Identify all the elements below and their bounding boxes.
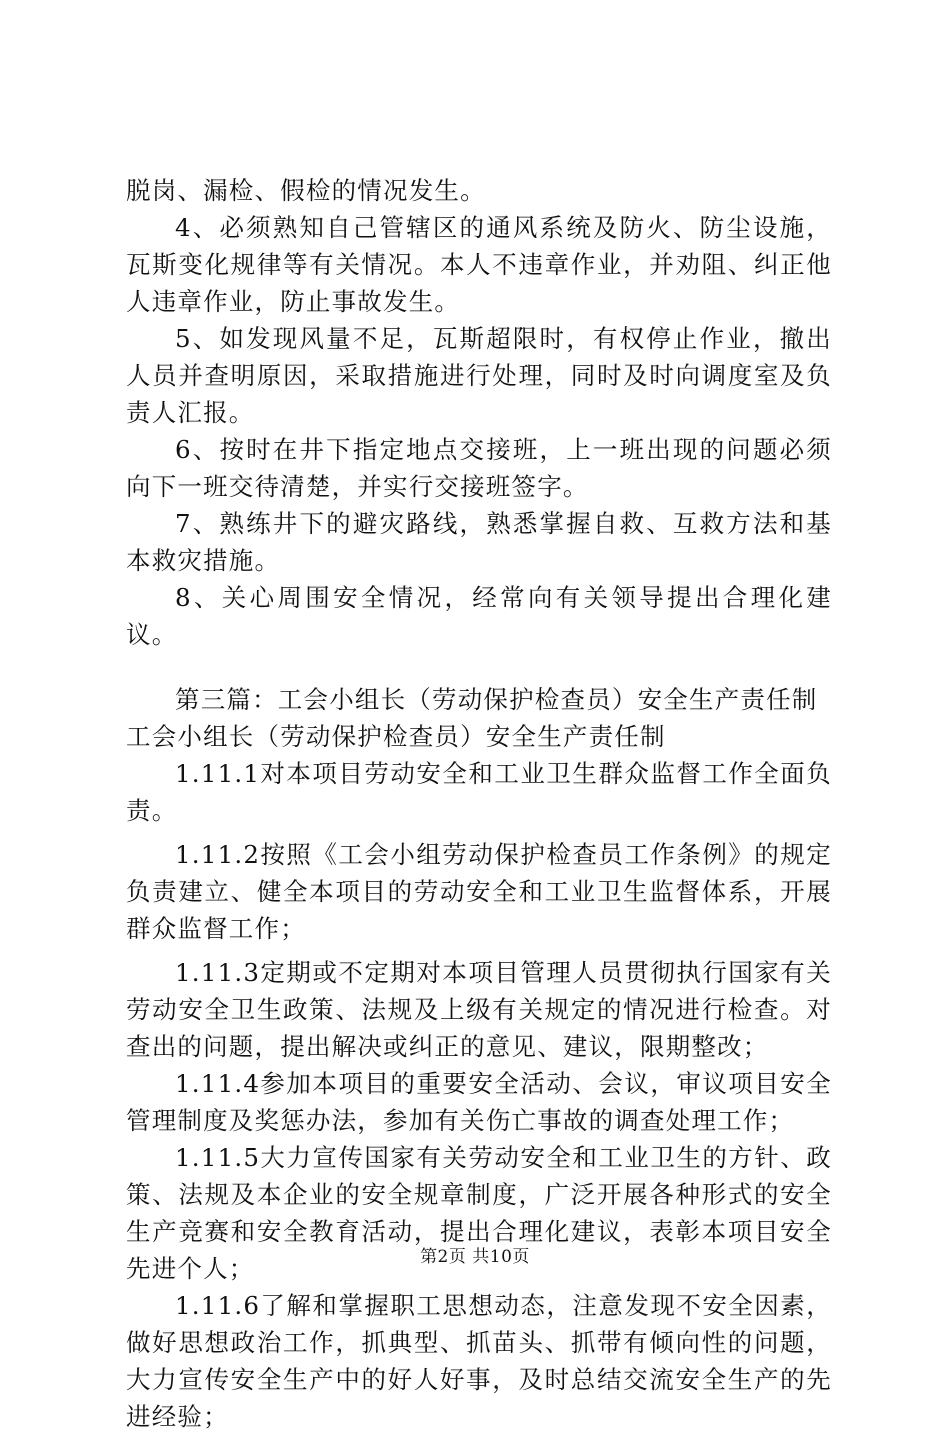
paragraph: 8、关心周围安全情况，经常向有关领导提出合理化建议。: [126, 583, 832, 649]
page-footer: 第2页 共10页: [420, 1247, 530, 1267]
paragraph: 7、熟练井下的避灾路线，熟悉掌握自救、互救方法和基本救灾措施。: [126, 509, 832, 575]
paragraph: 1.11.2按照《工会小组劳动保护检查员工作条例》的规定负责建立、健全本项目的劳动安全和工业卫生监督体系，开展群众监督工作；: [126, 840, 832, 943]
paragraph: 6、按时在井下指定地点交接班，上一班出现的问题必须向下一班交待清楚，并实行交接班签字。: [126, 435, 832, 501]
section-heading: 第三篇：工会小组长（劳动保护检查员）安全生产责任制: [175, 685, 818, 714]
paragraph: 1.11.6了解和掌握职工思想动态，注意发现不安全因素，做好思想政治工作，抓典型、抓苗头、抓带有倾向性的问题，大力宣传安全生产中的好人好事，及时总结交流安全生产的先进经验；: [126, 1291, 832, 1431]
paragraph: 1.11.5大力宣传国家有关劳动安全和工业卫生的方针、政策、法规及本企业的安全规章制度，广泛开展各种形式的安全生产竞赛和安全教育活动，提出合理化建议，表彰本项目安全先进个人；: [126, 1143, 832, 1283]
paragraph: 脱岗、漏检、假检的情况发生。: [126, 176, 486, 205]
paragraph: 1.11.3定期或不定期对本项目管理人员贯彻执行国家有关劳动安全卫生政策、法规及上级有关规定的情况进行检查。对查出的问题，提出解决或纠正的意见、建议，限期整改；: [126, 958, 832, 1061]
paragraph: 5、如发现风量不足，瓦斯超限时，有权停止作业，撤出人员并查明原因，采取措施进行处理，同时及时向调度室及负责人汇报。: [126, 324, 832, 427]
paragraph: 4、必须熟知自己管辖区的通风系统及防火、防尘设施，瓦斯变化规律等有关情况。本人不违章作业，并劝阻、纠正他人违章作业，防止事故发生。: [126, 213, 832, 316]
paragraph: 1.11.1对本项目劳动安全和工业卫生群众监督工作全面负责。: [126, 759, 832, 825]
section-subheading: 工会小组长（劳动保护检查员）安全生产责任制: [126, 722, 666, 751]
paragraph: 1.11.4参加本项目的重要安全活动、会议，审议项目安全管理制度及奖惩办法，参加有关伤亡事故的调查处理工作；: [126, 1069, 832, 1135]
